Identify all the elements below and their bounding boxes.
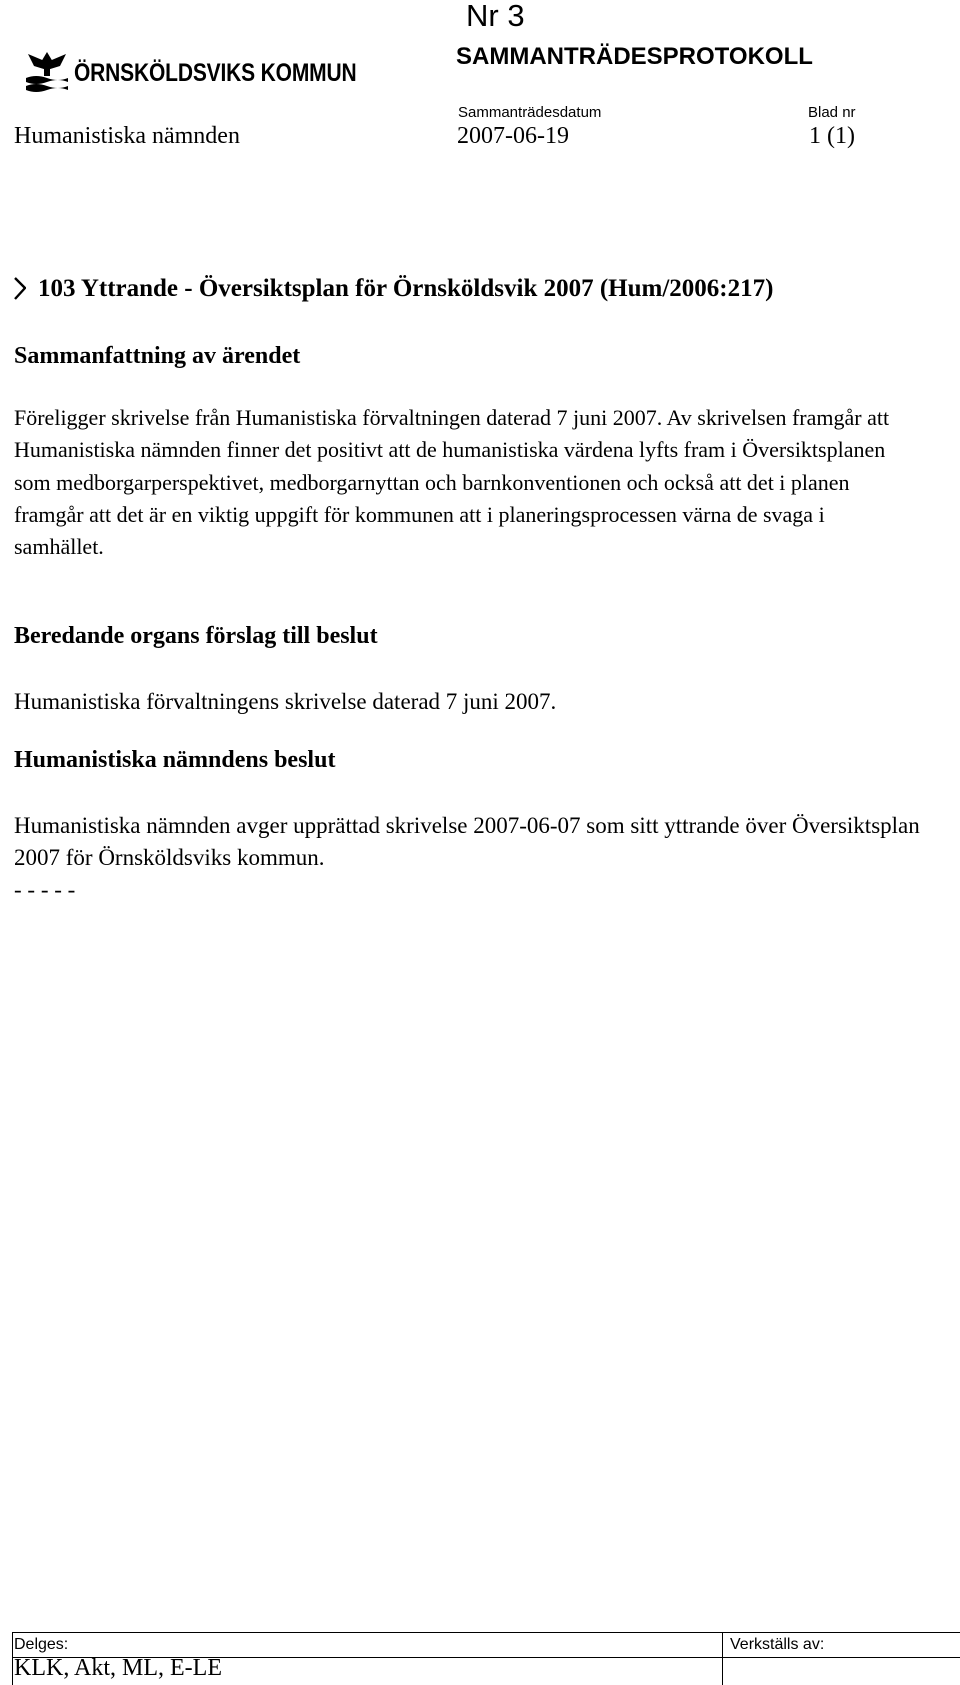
coat-of-arms-icon [24, 48, 70, 96]
agenda-item-title-text: 103 Yttrande - Översiktsplan för Örnsköldsvik 2007 (Hum/2006:217) [38, 275, 774, 302]
proposal-heading: Beredande organs förslag till beslut [14, 623, 378, 649]
decision-heading: Humanistiska nämndens beslut [14, 747, 336, 773]
distribution-list: KLK, Akt, ML, E-LE [14, 1655, 222, 1681]
municipality-logo [24, 48, 357, 96]
summary-heading: Sammanfattning av ärendet [14, 343, 301, 369]
page-number: 1 (1) [809, 123, 855, 149]
document-type: SAMMANTRÄDESPROTOKOLL [456, 43, 813, 70]
executes-label: Verkställs av: [730, 1636, 825, 1653]
summary-text: Föreligger skrivelse från Humanistiska förvaltningen daterad 7 juni 2007. Av skrivelsen framgår att Humanistiska nämnden finner det positivt att de humanistiska värdena lyfts fram i Översiktsplanen som medborgarperspektivet, medborgarnyttan och barnkonventionen och också att det i planen framgår att det är en viktig uppgift för kommunen att i planeringsprocessen värna de svaga i samhället. [14, 405, 890, 560]
proposal-text: Humanistiska förvaltningens skrivelse daterad 7 juni 2007. [14, 689, 557, 714]
committee-name: Humanistiska nämnden [14, 123, 240, 149]
agenda-item-title [14, 275, 773, 303]
distribution-label: Delges: [14, 1636, 69, 1653]
page-label: Blad nr [808, 104, 856, 121]
logo-text: ÖRNSKÖLDSVIKS KOMMUN [74, 59, 357, 87]
end-marker: - - - - - [14, 877, 76, 902]
footer-column-divider [722, 1632, 723, 1685]
document-number: Nr 3 [466, 0, 525, 33]
meeting-date: 2007-06-19 [457, 123, 569, 149]
decision-text: Humanistiska nämnden avger upprättad skrivelse 2007-06-07 som sitt yttrande över Översiktsplan 2007 för Örnsköldsviks kommun. [14, 813, 920, 870]
paragraph-tick-icon [14, 277, 26, 301]
meeting-date-label: Sammanträdesdatum [458, 104, 602, 121]
